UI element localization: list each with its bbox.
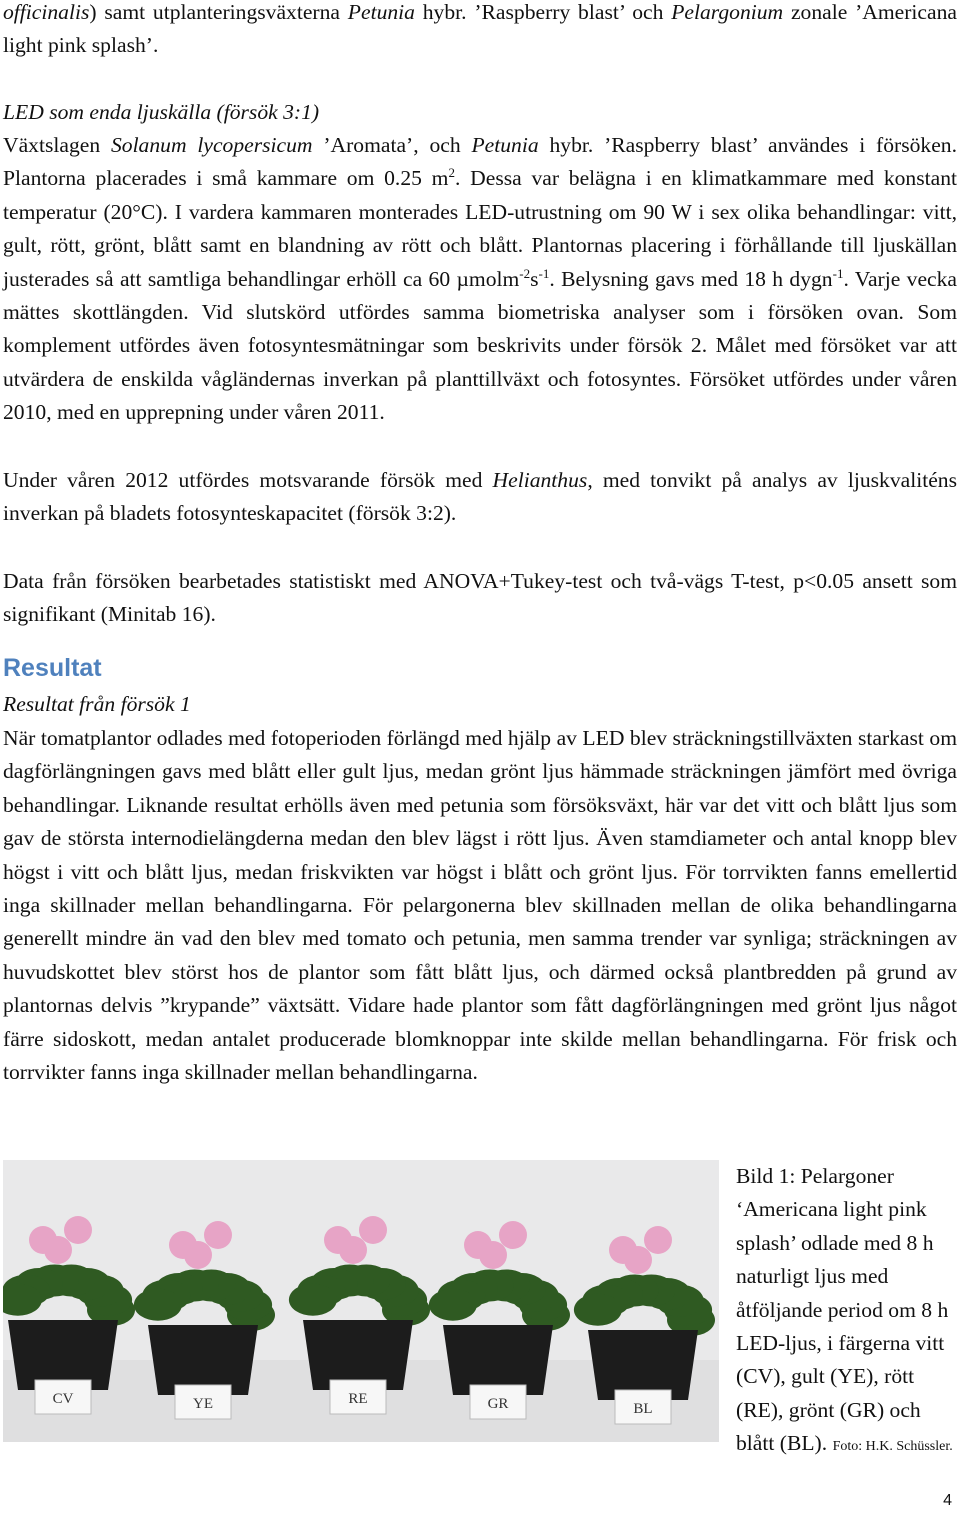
paragraph-led-method: Växtslagen Solanum lycopersicum ’Aromata’, och Petunia hybr. ’Raspberry blast’ användes i försöken. Plantorna placerades i små kammare om 0.25 $m^2$. Dessa var belägna i en klimatkammare med konstant temperatur (20°C). I vardera kammaren monterades LED-utrustning om 90 W i sex olika behandlingar: vitt, gult, rött, grönt, blått samt en blandning av rött och blått. Plantornas placering i förhållande till ljuskällan justerades så att samtliga behandlingar erhöll ca 60 $\mu molm^{-2}s^{-1}$. Belysning gavs med 18 h dygn$^{-1}$. Varje vecka mättes skottlängden. Vid slutskörd utfördes samma biometriska analyser som i försöken ovan. Som komplement utfördes även fotosyntesmätningar som beskrivits under försök 2. Målet med försöket var att utvärdera de enskilda vågländernas inverkan på planttillväxt och fotosyntes. Försöket utfördes under våren 2010, med en upprepning under våren 2011. bbox=[3, 133, 957, 425]
pot-label-text: RE bbox=[348, 1391, 368, 1407]
flower bbox=[339, 1236, 367, 1264]
flower bbox=[64, 1216, 92, 1244]
paragraph-intro-continuation: officinalis) samt utplanteringsväxterna Petunia hybr. ’Raspberry blast’ och Pelargonium zonale ’Americana light pink splash’. bbox=[3, 0, 957, 58]
paragraph-results: När tomatplantor odlades med fotoperioden förlängd med hjälp av LED blev sträckningstillväxten starkast om dagförlängningen gavs med blått eller gult ljus, medan grönt ljus hämmade sträckningen jämfört med övriga behandlingar. Liknande resultat erhölls även med petunia som försöksväxt, här var det vitt och blått ljus som gav de största internodielängderna medan den blev lägst i rött ljus. Även stamdiameter och antal knopp blev högst i vitt och blått ljus, medan friskvikten var högst i blått och grönt ljus. För torrvikten fanns emellertid inga skillnader mellan behandlingarna. För pelargonerna blev skillnaden mellan de olika behandlingarna generellt mindre än vad den blev med tomato och petunia, men samma trender var synliga; sträckningen av huvudskottet blev störst hos de plantor som fått blått ljus, och därmed också plantbredden på grund av plantornas delvis ”krypande” växtsätt. Vidare hade plantor som fått dagförlängningen med grönt ljus något färre sidoskott, medan antalet producerade blomknoppar inte skilde mellan behandlingarna. För frisk och torrvikter fanns inga skillnader mellan behandlingarna. bbox=[3, 726, 957, 1085]
flower bbox=[644, 1226, 672, 1254]
flower bbox=[479, 1241, 507, 1269]
pot-label-text: GR bbox=[487, 1396, 509, 1412]
leaf bbox=[429, 1289, 477, 1321]
pot-label-text: YE bbox=[193, 1396, 213, 1412]
section-title-resultat: Resultat bbox=[3, 654, 102, 682]
flower bbox=[184, 1241, 212, 1269]
page-number: 4 bbox=[943, 1492, 952, 1509]
flower bbox=[44, 1236, 72, 1264]
pot-label-text: CV bbox=[52, 1391, 74, 1407]
paragraph-helianthus: Under våren 2012 utfördes motsvarande försök med Helianthus, med tonvikt på analys av ljuskvaliténs inverkan på bladets fotosynteskapacitet (försök 3:2). bbox=[3, 468, 957, 526]
leaf bbox=[574, 1294, 622, 1326]
leaf bbox=[134, 1289, 182, 1321]
photo-pelargoniums bbox=[3, 1160, 719, 1442]
photo-caption: Bild 1: Pelargoner ‘Americana light pink splash’ odlade med 8 h naturligt ljus med åtföljande period om 8 h LED-ljus, i färgerna vitt (CV), gult (YE), rött (RE), grönt (GR) och blått (BL). Foto: H.K. Schüssler. bbox=[736, 1164, 953, 1456]
pot-label-text: BL bbox=[633, 1401, 653, 1417]
photo-credit: Foto: H.K. Schüssler. bbox=[832, 1439, 953, 1455]
flower bbox=[499, 1221, 527, 1249]
flower bbox=[624, 1246, 652, 1274]
flower bbox=[204, 1221, 232, 1249]
subsection-title: Resultat från försök 1 bbox=[3, 692, 191, 716]
leaf bbox=[289, 1284, 337, 1316]
led-subheading: LED som enda ljuskälla (försök 3:1) bbox=[3, 100, 320, 124]
plants-illustration bbox=[3, 1160, 719, 1442]
paragraph-statistics: Data från försöken bearbetades statistiskt med ANOVA+Tukey-test och två-vägs T-test, p<0.05 ansett som signifikant (Minitab 16). bbox=[3, 569, 957, 627]
flower bbox=[359, 1216, 387, 1244]
